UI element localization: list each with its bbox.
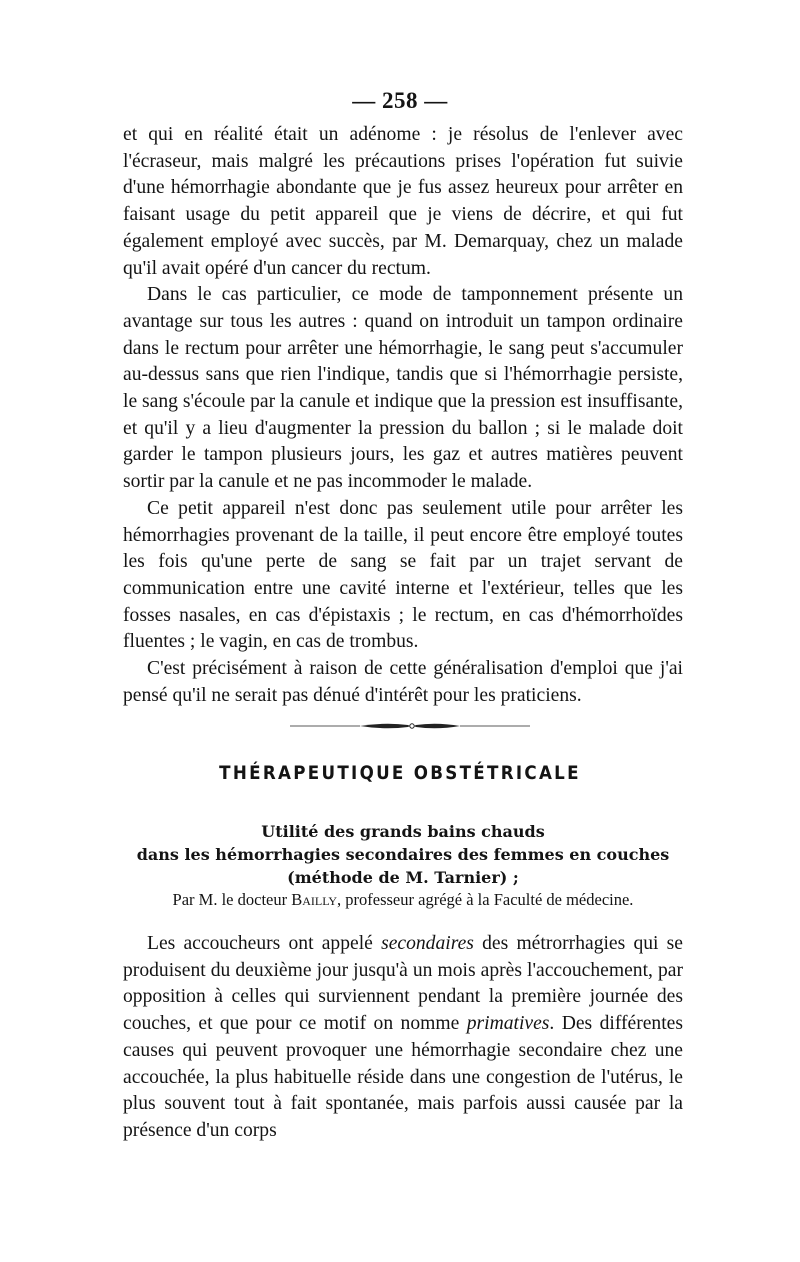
byline-author: Bailly xyxy=(291,890,338,909)
article-title-line: Utilité des grands bains chauds xyxy=(261,822,545,841)
text-block-lower xyxy=(123,931,683,1145)
article-title-line: dans les hémorrhagies secondaires des femmes en couches xyxy=(136,845,670,864)
paragraph: Ce petit appareil n'est donc pas seulement utile pour arrêter les hémorrhagies provenant de la taille, il peut encore être employé toutes les fois qu'une perte de sang se fait par un trajet servant de communication entre une cavité interne et l'extérieur, telles que les fosses nasales, en cas d'épistaxis ; le rectum, en cas d'hémorrhoïdes fluentes ; le vagin, en cas de trombus. xyxy=(123,497,683,653)
page-number: — 258 — xyxy=(352,88,448,113)
section-divider-ornament xyxy=(290,720,530,732)
paragraph: et qui en réalité était un adénome : je résolus de l'enlever avec l'écraseur, mais malgré les précautions prises l'opération fut suivie d'une hémorrhagie abondante que je fus assez heureux pour arrêter en faisant usage du petit appareil que je viens de décrire, et qui fut également employé avec succès, par M. Demarquay, chez un malade qu'il avait opéré d'un cancer du rectum. xyxy=(123,124,683,279)
byline-suffix: , professeur agrégé à la Faculté de médecine. xyxy=(337,890,634,909)
byline xyxy=(123,889,683,911)
text-run: Les accoucheurs ont appelé xyxy=(147,933,382,954)
italic-term: secondaires xyxy=(381,933,474,954)
paragraph: C'est précisément à raison de cette généralisation d'emploi que j'ai pensé qu'il ne serait pas dénué d'intérêt pour les praticiens. xyxy=(123,658,683,706)
section-heading: THÉRAPEUTIQUE OBSTÉTRICALE xyxy=(219,762,581,784)
italic-term: primatives xyxy=(466,1013,550,1035)
article-title xyxy=(123,820,683,889)
paragraph: Dans le cas particulier, ce mode de tamponnement présente un avantage sur tous les autres : quand on introduit un tampon ordinaire dans le rectum pour arrêter une hémorrhagie, le sang peut s'accumuler au-dessus sans que rien l'indique, tandis que si l'hémorrhagie persiste, le sang s'écoule par la canule et indique que la pression est insuffisante, et qu'il y a lieu d'augmenter la pression du ballon ; si le malade doit garder le tampon plusieurs jours, les gaz et autres matières peuvent sortir par la canule et ne pas incommoder le malade. xyxy=(123,284,683,493)
text-run: . Des différentes causes qui peuvent provoquer une hémorrhagie secondaire chez une accouchée, la plus habituelle réside dans une congestion de l'utérus, le plus souvent tout à fait spontanée, mais parfois aussi causée par la présence d'un corps xyxy=(123,1013,683,1141)
article-title-line: (méthode de M. Tarnier) ; xyxy=(287,868,519,887)
paragraph xyxy=(123,931,683,1145)
text-run: des métrorrhagies qui se produisent du deuxième jour jusqu'à un mois après l'accouchement, par opposition à celles qui surviennent pendant la première journée des couches, et que pour ce motif on nomme xyxy=(123,933,683,1035)
text-block-upper xyxy=(123,122,683,709)
byline-prefix: Par M. le docteur xyxy=(172,890,292,909)
